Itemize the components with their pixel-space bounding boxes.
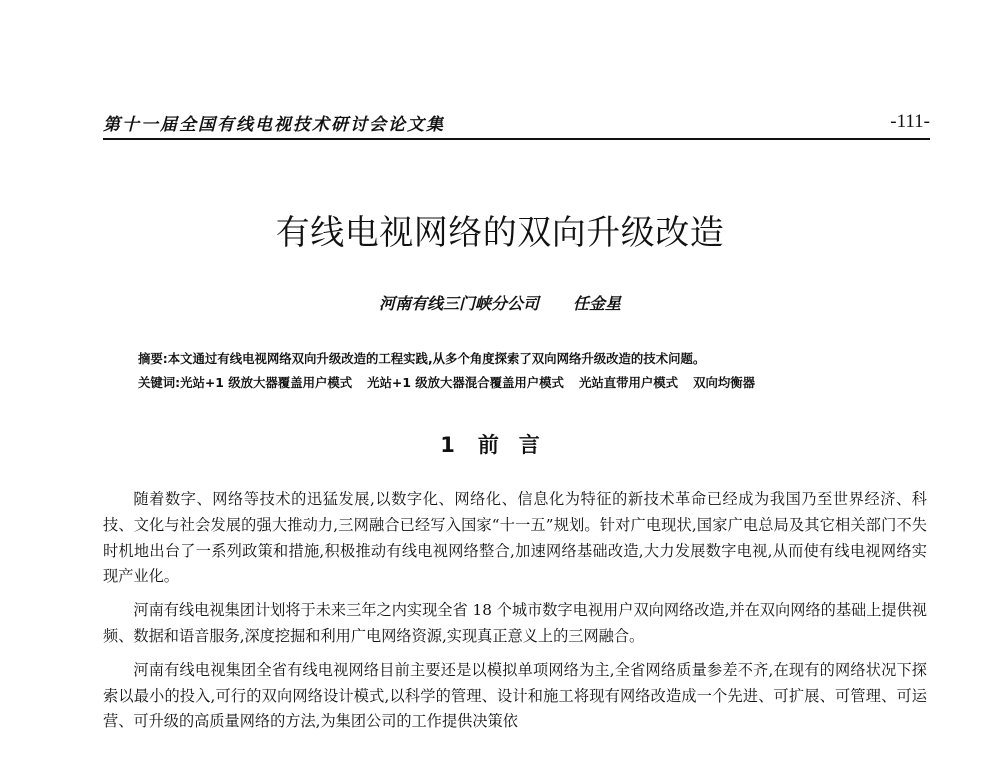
header-rule [103, 138, 930, 140]
section-heading [0, 431, 1000, 459]
article-title: 有线电视网络的双向升级改造 [275, 213, 725, 253]
section-body [103, 487, 927, 743]
abstract-label: 摘要: [138, 351, 168, 366]
keyword: 光站+1 级放大器混合覆盖用户模式 [367, 375, 564, 390]
section-number: 1 [440, 433, 455, 457]
running-header [103, 106, 930, 136]
keyword: 双向均衡器 [693, 375, 756, 390]
abstract-text: 本文通过有线电视网络双向升级改造的工程实践,从多个角度探索了双向网络升级改造的技术问题。 [167, 351, 706, 366]
section-title: 前言 [477, 433, 560, 457]
body-paragraph: 河南有线电视集团全省有线电视网络目前主要还是以模拟单项网络为主,全省网络质量参差不齐,在现有的网络状况下探索以最小的投入,可行的双向网络设计模式,以科学的管理、设计和施工将现有网络改造成一个先进、可扩展、可管理、可运营、可升级的高质量网络的方法,为集团公司的工作提供决策依 [103, 660, 927, 731]
body-paragraph: 随着数字、网络等技术的迅猛发展,以数字化、网络化、信息化为特征的新技术革命已经成为我国乃至世界经济、科技、文化与社会发展的强大推动力,三网融合已经写入国家“十一五”规划。针对广电现状,国家广电总局及其它相关部门不失时机地出台了一系列政策和措施,积极推动有线电视网络整合,加速网络基础改造,大力发展数字电视,从而使有线电视网络实现产业化。 [103, 490, 927, 586]
author-name: 任金星 [573, 294, 622, 313]
keywords-label: 关键词: [138, 375, 181, 390]
author-organization: 河南有线三门峡分公司 [378, 294, 539, 313]
keyword: 光站直带用户模式 [578, 375, 679, 390]
abstract [138, 350, 928, 368]
proceedings-title: 第十一届全国有线电视技术研讨会论文集 [103, 115, 445, 135]
byline [0, 291, 1000, 314]
keywords [138, 374, 928, 392]
page-number: -111- [890, 111, 930, 132]
body-paragraph: 河南有线电视集团计划将于未来三年之内实现全省 18 个城市数字电视用户双向网络改造,并在双向网络的基础上提供视频、数据和语音服务,深度挖掘和利用广电网络资源,实现真正意义上的三网融合。 [103, 601, 927, 645]
keyword: 光站+1 级放大器覆盖用户模式 [180, 375, 353, 390]
